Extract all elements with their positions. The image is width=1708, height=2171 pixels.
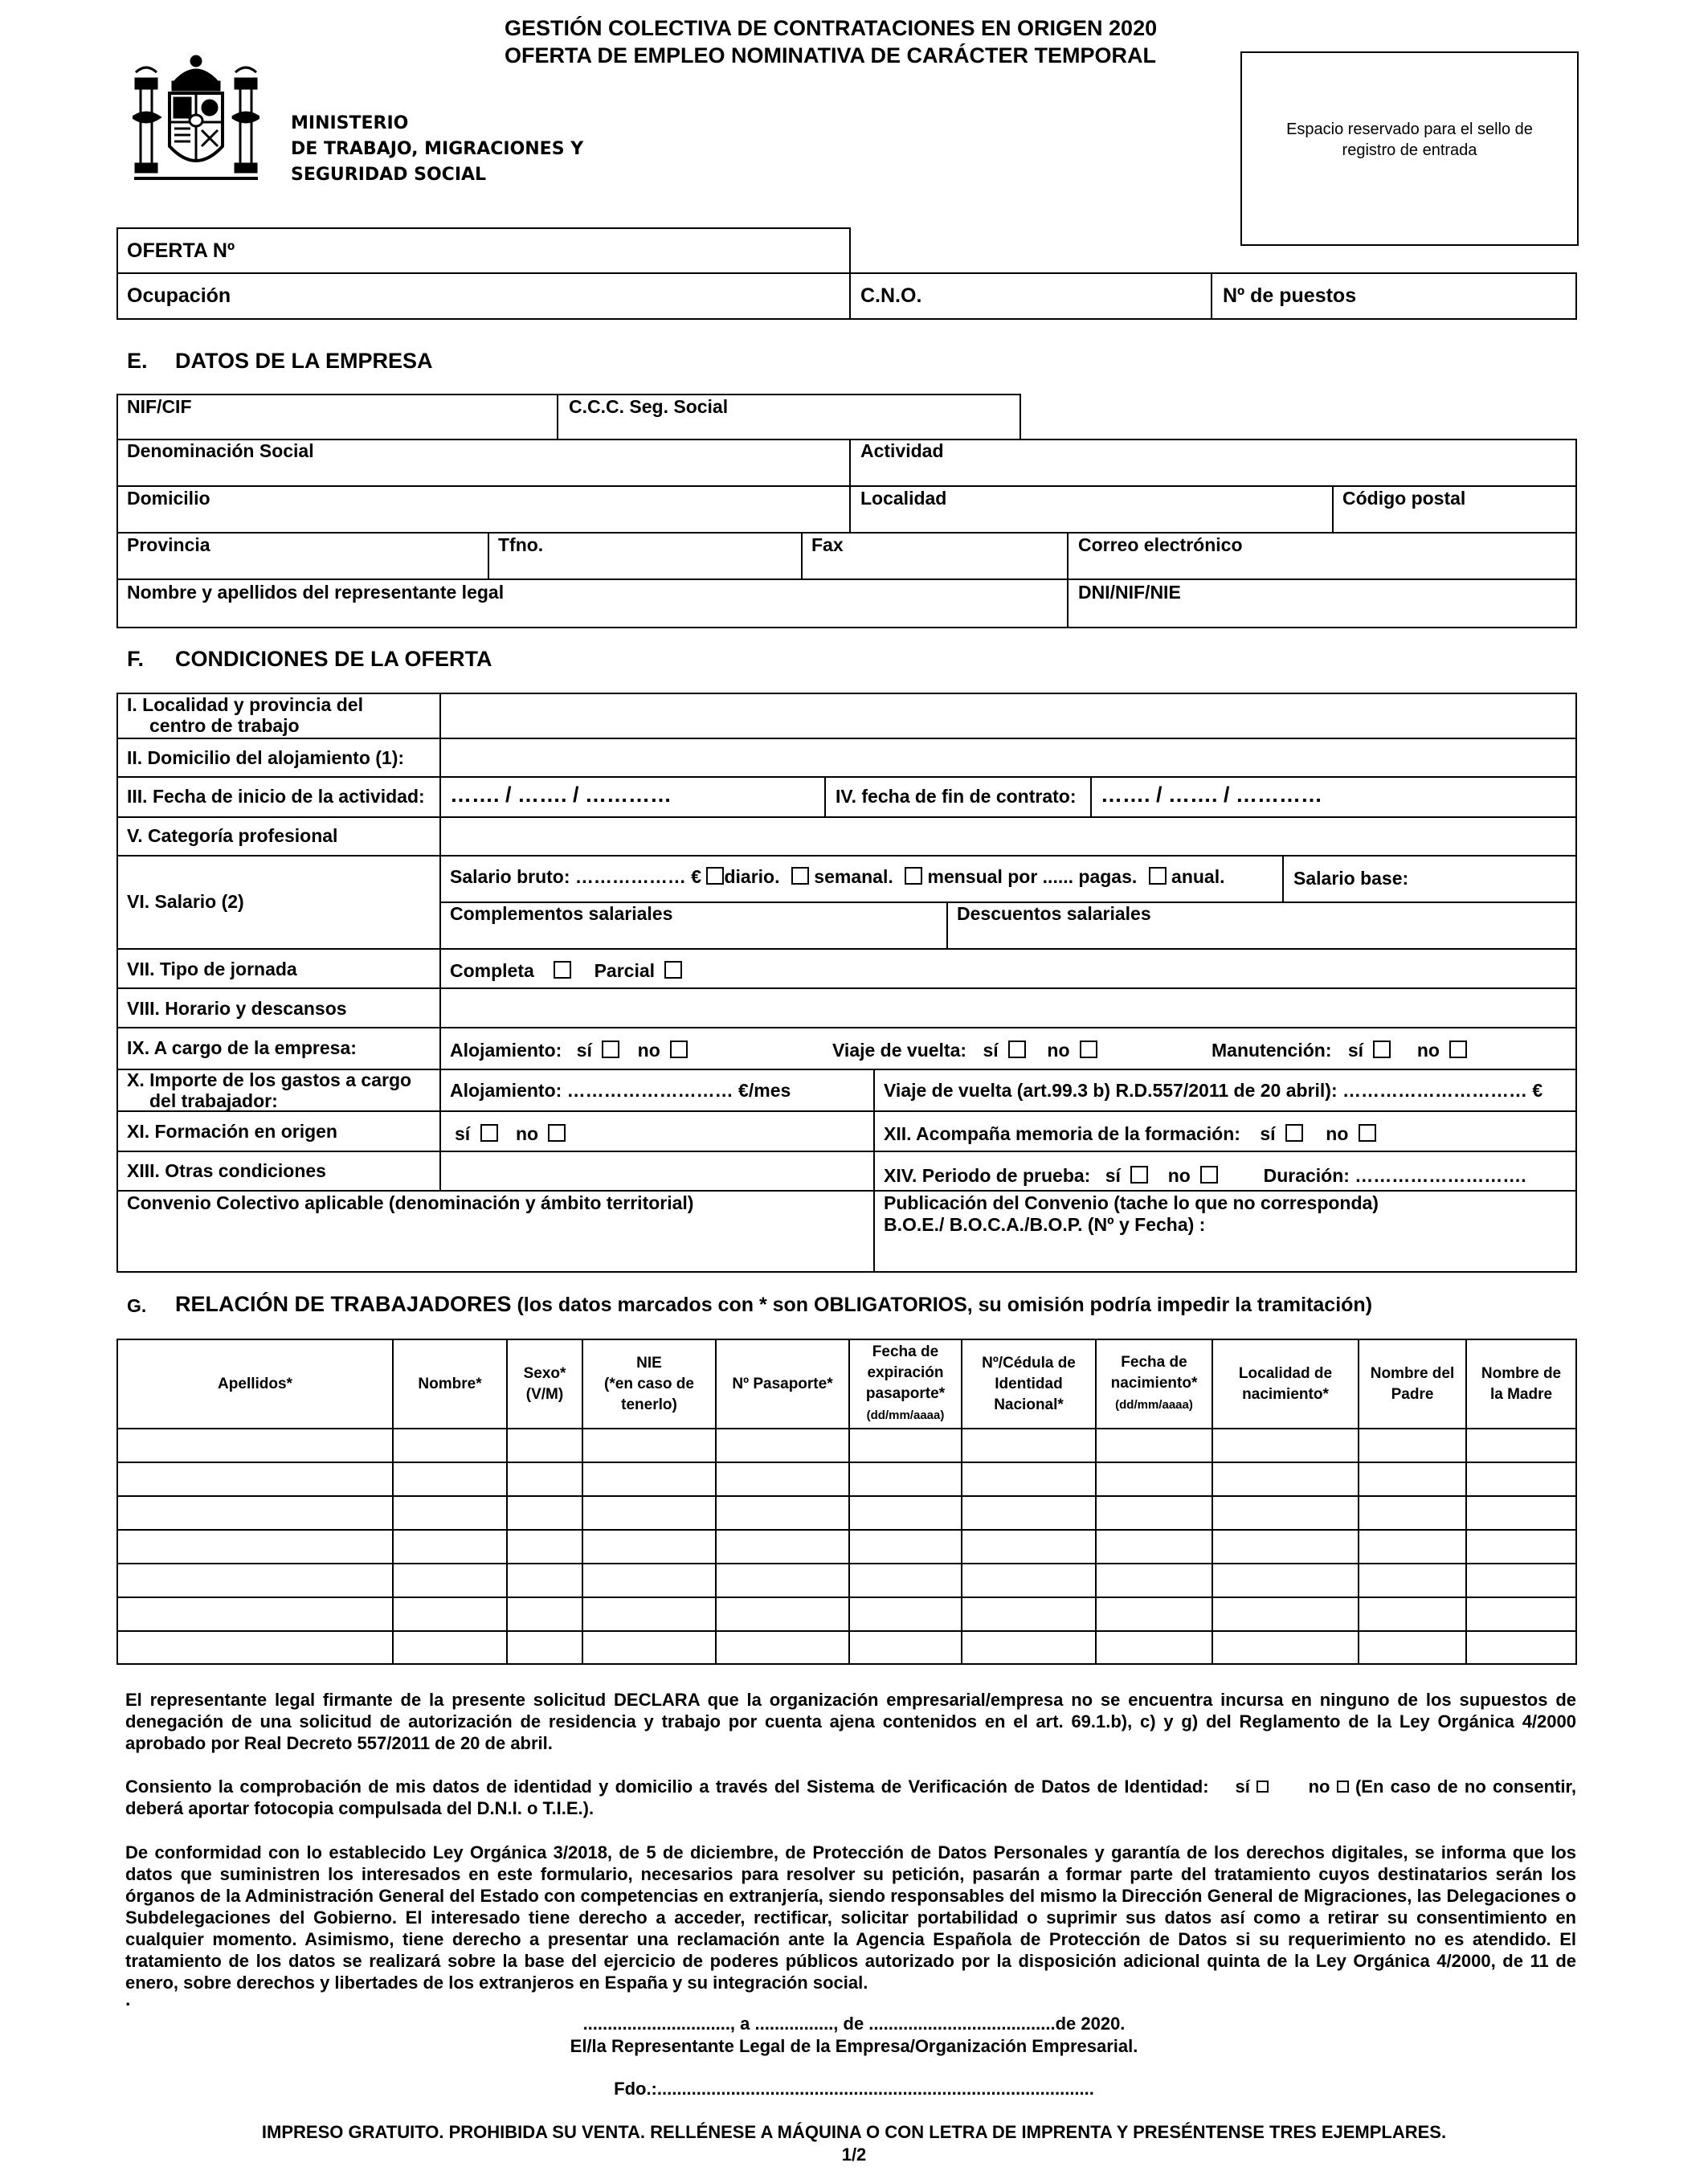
company-name-label: Denominación Social xyxy=(127,440,314,461)
training-yes-checkbox[interactable] xyxy=(480,1124,498,1142)
section-g-title xyxy=(175,1292,1372,1318)
section-e-title: DATOS DE LA EMPRESA xyxy=(175,349,433,373)
stamp-line-1: Espacio reservado para el sello de xyxy=(1286,121,1533,138)
no-label: no xyxy=(1167,1165,1191,1186)
accommodation-no-checkbox[interactable] xyxy=(670,1041,688,1058)
training-report-no-checkbox[interactable] xyxy=(1359,1124,1376,1142)
section-g-title-main: RELACIÓN DE TRABAJADORES xyxy=(175,1292,512,1316)
consent-text: Consiento la comprobación de mis datos de identidad y domicilio a través del Sistema de Verificación de Datos de Identidad: xyxy=(125,1776,1209,1797)
workday-type-label: VII. Tipo de jornada xyxy=(127,959,297,979)
declaration-paragraph: El representante legal firmante de la presente solicitud DECLARA que la organización empresarial/empresa no se encuentra incursa en ninguno de los supuestos de denegación de una solicitud de autorización de residencia y trabajo por cuenta ajena contenidos en el art. 69.1.b), c) y g) del Reglamento de la Ley Orgánica 4/2000 aprobado por Real Decreto 557/2011 de 20 de abril. xyxy=(125,1690,1576,1753)
column-header-mother-name: Nombre de la Madre xyxy=(1481,1364,1562,1403)
page-number: 1/2 xyxy=(841,2144,867,2165)
no-label: no xyxy=(1326,1123,1349,1144)
return-trip-cost-field[interactable]: Viaje de vuelta (art.99.3 b) R.D.557/2011 de 20 abril): ………………………… € xyxy=(884,1080,1543,1101)
column-header-surname: Apellidos* xyxy=(218,1375,292,1392)
yes-label: sí xyxy=(576,1040,592,1061)
company-meals-options xyxy=(1212,1040,1467,1061)
consent-paragraph xyxy=(125,1776,1576,1819)
yes-label: sí xyxy=(1260,1123,1276,1144)
registry-stamp-area xyxy=(1240,51,1579,246)
column-header-passport: Nº Pasaporte* xyxy=(732,1375,833,1392)
accommodation-address-label: II. Domicilio del alojamiento (1): xyxy=(127,747,405,768)
other-conditions-label: XIII. Otras condiciones xyxy=(127,1160,326,1181)
trial-period-options xyxy=(884,1165,1526,1187)
column-header-passport-expiry: Fecha de expiración pasaporte* (dd/mm/aaaa) xyxy=(865,1343,946,1422)
salary-options xyxy=(450,866,1225,888)
nif-label: NIF/CIF xyxy=(127,396,192,417)
monthly-checkbox[interactable] xyxy=(905,867,922,885)
weekly-checkbox[interactable] xyxy=(791,867,809,885)
meals-no-checkbox[interactable] xyxy=(1449,1041,1467,1058)
legal-rep-caption: El/la Representante Legal de la Empresa/Organización Empresarial. xyxy=(570,2036,1138,2056)
accommodation-yes-checkbox[interactable] xyxy=(602,1041,619,1058)
return-trip-no-checkbox[interactable] xyxy=(1080,1041,1097,1058)
column-header-sex: Sexo* (V/M) xyxy=(523,1364,566,1403)
part-time-checkbox[interactable] xyxy=(664,961,682,979)
fax-label: Fax xyxy=(811,534,844,555)
phone-label: Tfno. xyxy=(498,534,544,555)
trial-duration-field[interactable]: Duración: ………………………. xyxy=(1263,1165,1526,1186)
annual-checkbox[interactable] xyxy=(1149,867,1167,885)
no-label: no xyxy=(637,1040,660,1061)
occupation-label: Ocupación xyxy=(127,284,231,307)
dni-label: DNI/NIF/NIE xyxy=(1078,582,1181,603)
monthly-label: mensual por ...... pagas. xyxy=(927,866,1138,887)
full-time-label: Completa xyxy=(450,960,534,981)
section-g-title-note-1: (los datos marcados con * son xyxy=(511,1294,815,1316)
free-form-notice: IMPRESO GRATUITO. PROHIBIDA SU VENTA. RELLÉNESE A MÁQUINA O CON LETRA DE IMPRENTA Y PRESÉNTENSE TRES EJEMPLARES. xyxy=(261,2122,1447,2142)
form-title-line-1: GESTIÓN COLECTIVA DE CONTRATACIONES EN ORIGEN 2020 xyxy=(505,16,1158,40)
salary-supplements-label: Complementos salariales xyxy=(450,903,673,924)
training-report-options xyxy=(884,1123,1376,1145)
company-return-trip-options xyxy=(832,1040,1097,1061)
end-date-label: IV. fecha de fin de contrato: xyxy=(836,786,1077,807)
consent-no-label: no xyxy=(1308,1776,1330,1797)
agreement-publication-label-1: Publicación del Convenio (tache lo que no corresponda) xyxy=(884,1192,1379,1213)
signature-line[interactable]: Fdo.:......................................................................................... xyxy=(614,2079,1094,2099)
yes-label: sí xyxy=(1105,1165,1121,1186)
legal-rep-label: Nombre y apellidos del representante legal xyxy=(127,582,505,603)
trial-period-label: XIV. Periodo de prueba: xyxy=(884,1165,1091,1186)
stamp-line-2: registro de entrada xyxy=(1342,141,1477,159)
ministry-name xyxy=(291,111,583,188)
section-f-letter: F. xyxy=(127,647,145,671)
column-header-name: Nombre* xyxy=(418,1375,482,1392)
training-report-label: XII. Acompaña memoria de la formación: xyxy=(884,1123,1240,1144)
section-g-title-mandatory: OBLIGATORIOS xyxy=(814,1294,967,1316)
no-label: no xyxy=(1047,1040,1070,1061)
column-header-nie: NIE (*en caso de tenerlo) xyxy=(604,1354,694,1413)
ministry-line-3: SEGURIDAD SOCIAL xyxy=(291,165,487,185)
company-paid-label: IX. A cargo de la empresa: xyxy=(127,1037,357,1058)
yes-label: sí xyxy=(1347,1040,1364,1061)
agreement-publication-label-2: B.O.E./ B.O.C.A./B.O.P. (Nº y Fecha) : xyxy=(884,1214,1206,1235)
postal-code-label: Código postal xyxy=(1342,488,1466,509)
category-label: V. Categoría profesional xyxy=(127,825,338,846)
occupation-row xyxy=(116,272,1577,320)
offer-number-label: OFERTA Nº xyxy=(127,239,235,262)
training-label: XI. Formación en origen xyxy=(127,1121,337,1142)
no-label: no xyxy=(515,1123,539,1144)
worker-costs-label-2: del trabajador: xyxy=(149,1090,278,1111)
meals-yes-checkbox[interactable] xyxy=(1373,1041,1391,1058)
ccc-label: C.C.C. Seg. Social xyxy=(569,396,729,417)
trial-no-checkbox[interactable] xyxy=(1200,1166,1218,1184)
data-protection-paragraph: De conformidad con lo establecido Ley Orgánica 3/2018, de 5 de diciembre, de Protección de Datos Personales y garantía de los derechos digitales, se informa que los datos que suministren los interesados en este formulario, necesarios para resolver su petición, pasarán a formar parte del tratamiento cuyos destinatarios serán los órganos de la Administración General del Estado con competencias en extranjería, siendo responsables del mismo la Dirección General de Migraciones, las Delegaciones o Subdelegaciones del Gobierno. El interesado tiene derecho a acceder, rectificar, solicitar portabilidad o suprimir sus datos así como a retirar su consentimiento en cualquier momento. Asimismo, tiene derecho a presentar una reclamación ante la Agencia Española de Protección de Datos si su requerimiento no es atendido. El tratamiento de los datos se realizará sobre la base del ejercicio de poderes públicos autorizado por la disposición adicional quinta de la Ley Orgánica 4/2000, de 11 de enero, sobre derechos y libertades de los extranjeros en España y su integración social. xyxy=(125,1842,1576,1993)
consent-yes-label: sí xyxy=(1235,1776,1250,1797)
province-label: Provincia xyxy=(127,534,210,555)
column-header-father-name: Nombre del Padre xyxy=(1370,1364,1455,1403)
start-date-field[interactable]: ……. / ……. / ………… xyxy=(450,783,672,807)
section-f-title: CONDICIONES DE LA OFERTA xyxy=(175,647,492,671)
training-no-checkbox[interactable] xyxy=(548,1124,566,1142)
consent-no-checkbox[interactable] xyxy=(1337,1781,1349,1793)
daily-label: diario. xyxy=(724,866,780,887)
consent-note: (En caso de no consentir, deberá aportar fotocopia compulsada del D.N.I. o T.I.E.). xyxy=(125,1776,1576,1818)
part-time-label: Parcial xyxy=(594,960,656,981)
worker-costs-label-1: X. Importe de los gastos a cargo xyxy=(127,1069,412,1090)
ministry-line-1: MINISTERIO xyxy=(291,113,409,133)
training-report-yes-checkbox[interactable] xyxy=(1285,1124,1303,1142)
start-date-label: III. Fecha de inicio de la actividad: xyxy=(127,786,425,807)
column-header-national-id: Nº/Cédula de Identidad Nacional* xyxy=(982,1354,1076,1413)
paragraph-end-dot: . xyxy=(125,1989,131,2010)
section-e-letter: E. xyxy=(127,349,148,373)
coat-of-arms-icon xyxy=(133,50,259,183)
section-g-title-note-2: , su omisión podría impedir la tramitación) xyxy=(966,1294,1373,1316)
locality-label: Localidad xyxy=(860,488,947,509)
column-header-birth-date: Fecha de nacimiento* (dd/mm/aaaa) xyxy=(1110,1354,1198,1412)
salary-deductions-label: Descuentos salariales xyxy=(957,903,1151,924)
return-trip-yes-checkbox[interactable] xyxy=(1008,1041,1026,1058)
activity-label: Actividad xyxy=(860,440,944,461)
form-title-line-2: OFERTA DE EMPLEO NOMINATIVA DE CARÁCTER TEMPORAL xyxy=(505,43,1156,67)
base-salary-label: Salario base: xyxy=(1293,868,1409,889)
weekly-label: semanal. xyxy=(814,866,893,887)
trial-yes-checkbox[interactable] xyxy=(1130,1166,1148,1184)
section-g-letter: G. xyxy=(127,1295,147,1316)
ministry-line-2: DE TRABAJO, MIGRACIONES Y xyxy=(291,139,584,159)
salary-label: VI. Salario (2) xyxy=(127,891,244,912)
training-options xyxy=(455,1123,566,1145)
daily-checkbox[interactable] xyxy=(706,867,724,885)
gross-salary-label: Salario bruto: ……………… € xyxy=(450,866,702,887)
accommodation-label: Alojamiento: xyxy=(450,1040,562,1061)
column-header-birth-place: Localidad de nacimiento* xyxy=(1238,1364,1333,1403)
collective-agreement-label: Convenio Colectivo aplicable (denominación y ámbito territorial) xyxy=(127,1192,694,1213)
positions-label: Nº de puestos xyxy=(1223,284,1357,307)
cno-label: C.N.O. xyxy=(860,284,922,307)
full-time-checkbox[interactable] xyxy=(554,961,571,979)
work-location-label-2: centro de trabajo xyxy=(149,715,300,736)
yes-label: sí xyxy=(983,1040,999,1061)
work-location-label-1: I. Localidad y provincia del xyxy=(127,694,363,715)
company-accommodation-options xyxy=(450,1040,688,1061)
return-trip-label: Viaje de vuelta: xyxy=(832,1040,967,1061)
schedule-label: VIII. Horario y descansos xyxy=(127,998,347,1019)
yes-label: sí xyxy=(455,1123,471,1144)
workday-options xyxy=(450,960,682,982)
place-date-line[interactable]: .............................., a ................, de ......................................de 2020. xyxy=(582,2014,1126,2034)
address-label: Domicilio xyxy=(127,488,210,509)
email-label: Correo electrónico xyxy=(1078,534,1243,555)
end-date-field[interactable]: ……. / ……. / ………… xyxy=(1101,783,1323,807)
meals-label: Manutención: xyxy=(1212,1040,1332,1061)
annual-label: anual. xyxy=(1171,866,1225,887)
no-label: no xyxy=(1416,1040,1440,1061)
accommodation-cost-field[interactable]: Alojamiento: ……………………… €/mes xyxy=(450,1080,791,1101)
consent-yes-checkbox[interactable] xyxy=(1256,1781,1269,1793)
